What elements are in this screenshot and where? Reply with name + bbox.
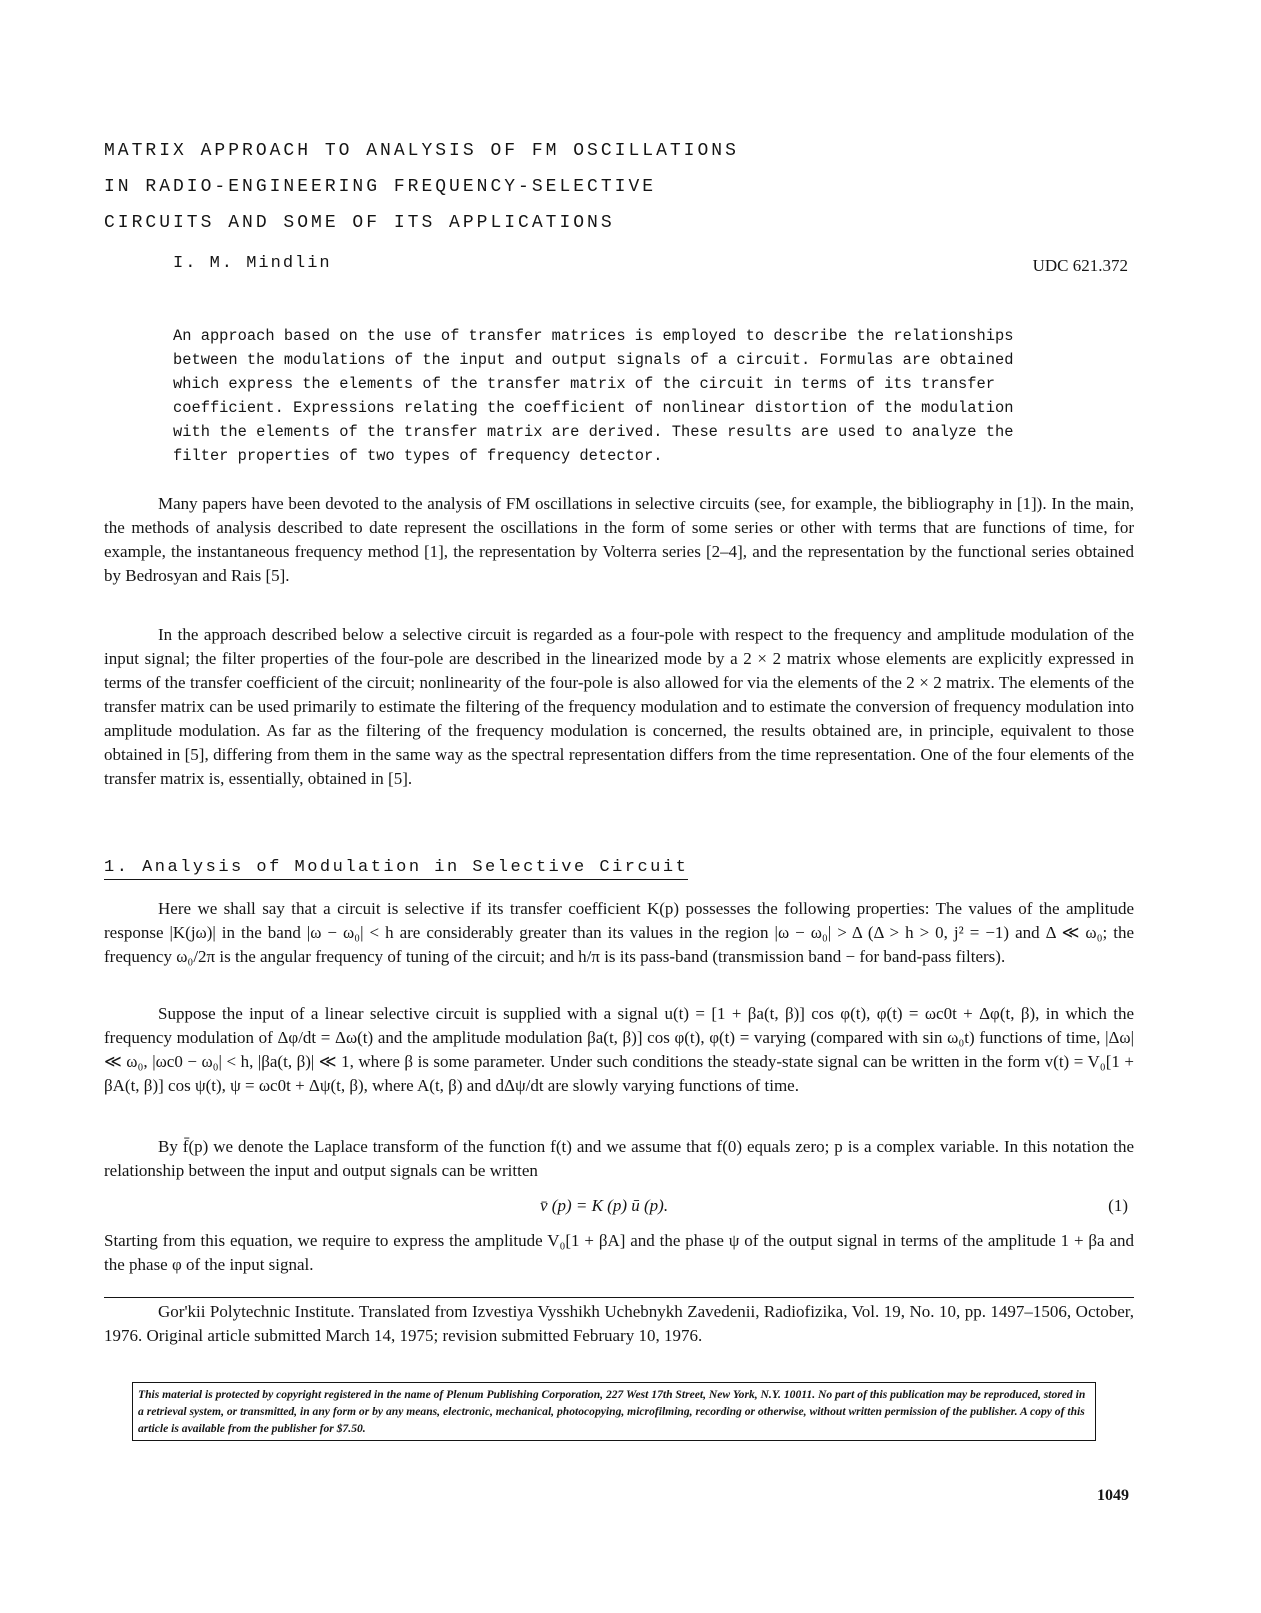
copyright-notice: This material is protected by copyright registered in the name of Plenum Publishing Corporation, 227 West 17th Street, New York, N.Y. 10011. No part of this publication may be reproduced, stored in a retrieval system, or transmitted, in any form or by any means, electronic, mechanical, photocopying, microfilming, recording or otherwise, without written permission of the publisher. A copy of this article is available from the publisher for $7.50.: [132, 1382, 1096, 1441]
abstract: An approach based on the use of transfer matrices is employed to describe the relationships between the modulations of the input and output signals of a circuit. Formulas are obtained which express the elements of the transfer matrix of the circuit in terms of its transfer coefficient. Expressions relating the coefficient of nonlinear distortion of the modulation with the elements of the transfer matrix are derived. These results are used to analyze the filter properties of two types of frequency detector.: [173, 327, 1014, 465]
title-line: CIRCUITS AND SOME OF ITS APPLICATIONS: [104, 213, 615, 233]
page-number: 1049: [1097, 1487, 1129, 1504]
section-paragraph: Suppose the input of a linear selective circuit is supplied with a signal u(t) = [1 + βa(t, β)] cos φ(t), φ(t) = ωc0t + Δφ(t, β), in which the frequency modulation of Δφ/dt = Δω(t) and the amplitude modulation βa(t, β)] cos φ(t), φ(t) = varying (compared with sin ω₀t) functions of time, |Δω| ≪ ω₀, |ωc0 − ω₀| < h, |βa(t, β)| ≪ 1, where β is some parameter. Under such conditions the steady-state signal can be written in the form v(t) = V₀[1 + βA(t, β)] cos ψ(t), ψ = ωc0t + Δψ(t, β), where A(t, β) and dΔψ/dt are slowly varying functions of time.: [104, 1004, 1134, 1095]
section-paragraph: Here we shall say that a circuit is selective if its transfer coefficient K(p) possesses the following properties: The values of the amplitude response |K(jω)| in the band |ω − ω₀| < h are considerably greater than its values in the region |ω − ω₀| > Δ (Δ > h > 0, j² = −1) and Δ ≪ ω₀; the frequency ω₀/2π is the angular frequency of tuning of the circuit; and h/π is its pass-band (transmission band − for band-pass filters).: [104, 899, 1134, 966]
equation-number: (1): [1108, 1196, 1128, 1215]
author-name: I. M. Mindlin: [173, 254, 332, 273]
intro-paragraph: Many papers have been devoted to the analysis of FM oscillations in selective circuits (see, for example, the bibliography in [1]). In the main, the methods of analysis described to date represent the oscillations in the form of some series or other with terms that are functions of time, for example, the instantaneous frequency method [1], the representation by Volterra series [2–4], and the representation by the functional series obtained by Bedrosyan and Rais [5].: [104, 494, 1134, 585]
footnote: Gor'kii Polytechnic Institute. Translated from Izvestiya Vysshikh Uchebnykh Zavedenii, Radiofizika, Vol. 19, No. 10, pp. 1497–1506, October, 1976. Original article submitted March 14, 1975; revision submitted February 10, 1976.: [104, 1297, 1134, 1348]
section-paragraph: By f̄(p) we denote the Laplace transform of the function f(t) and we assume that f(0) equals zero; p is a complex variable. In this notation the relationship between the input and output signals can be written: [104, 1137, 1134, 1180]
equation: v̄ (p) = K (p) ū (p).: [540, 1196, 669, 1215]
title-line: IN RADIO-ENGINEERING FREQUENCY-SELECTIVE: [104, 177, 657, 197]
section-heading: 1. Analysis of Modulation in Selective Circuit: [104, 858, 688, 880]
udc-code: UDC 621.372: [1032, 256, 1128, 275]
article-title: [104, 133, 739, 241]
intro-paragraph: In the approach described below a selective circuit is regarded as a four-pole with respect to the frequency and amplitude modulation of the input signal; the filter properties of the four-pole are described in the linearized mode by a 2 × 2 matrix whose elements are explicitly expressed in terms of the transfer coefficient of the circuit; nonlinearity of the four-pole is also allowed for via the elements of the 2 × 2 matrix. The elements of the transfer matrix can be used primarily to estimate the filtering of the frequency modulation and to estimate the conversion of frequency modulation into amplitude modulation. As far as the filtering of the frequency modulation is concerned, the results obtained are, in principle, equivalent to those obtained in [5], differing from them in the same way as the spectral representation differs from the time representation. One of the four elements of the transfer matrix is, essentially, obtained in [5].: [104, 625, 1134, 788]
title-line: MATRIX APPROACH TO ANALYSIS OF FM OSCILLATIONS: [104, 141, 739, 161]
closing-paragraph: Starting from this equation, we require to express the amplitude V₀[1 + βA] and the phase ψ of the output signal in terms of the amplitude 1 + βa and the phase φ of the input signal.: [104, 1231, 1134, 1274]
